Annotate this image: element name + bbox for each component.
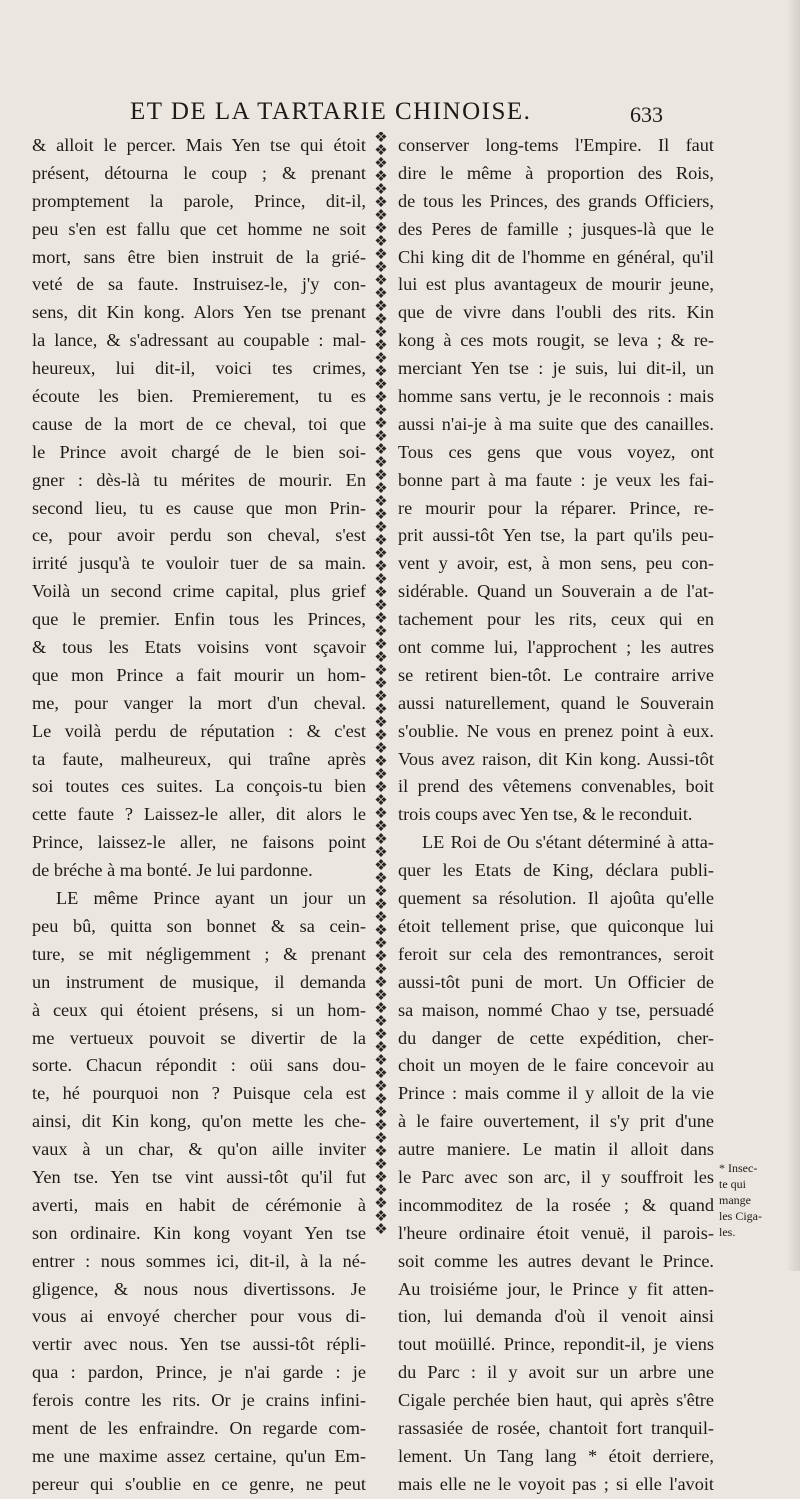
text-line: se retirent bien-tôt. Le contraire arrive bbox=[398, 664, 714, 685]
text-line: lement. Un Tang lang * étoit derriere, bbox=[398, 1445, 714, 1466]
ornament-glyph: ❖ bbox=[374, 1157, 388, 1173]
text-line: re mourir pour la réparer. Prince, re- bbox=[398, 497, 714, 518]
text-line: à ceux qui étoient présens, si un hom- bbox=[32, 999, 366, 1020]
text-line: écoute les bien. Premierement, tu es bbox=[32, 386, 366, 407]
text-line: Tous ces gens que vous voyez, ont bbox=[398, 441, 714, 462]
text-line: trois coups avec Yen tse, & le reconduit. bbox=[398, 804, 693, 825]
ornament-glyph: ❖ bbox=[374, 299, 388, 315]
ornament-glyph: ❖ bbox=[374, 611, 388, 627]
text-line: choit un moyen de le faire concevoir au bbox=[398, 1055, 714, 1076]
ornament-glyph: ❖ bbox=[374, 494, 388, 510]
ornament-glyph: ❖ bbox=[374, 715, 388, 731]
text-line: irrité jusqu'à te vouloir tuer de sa main. bbox=[32, 553, 366, 574]
ornament-glyph: ❖ bbox=[374, 286, 388, 302]
ornament-glyph: ❖ bbox=[374, 767, 388, 783]
text-line: tachement pour les rits, ceux qui en bbox=[398, 609, 714, 630]
ornament-glyph: ❖ bbox=[374, 585, 388, 601]
text-line: la lance, & s'adressant au coupable : mal- bbox=[32, 330, 366, 351]
ornament-glyph: ❖ bbox=[374, 689, 388, 705]
text-line: étoit tellement prise, que quiconque lui bbox=[398, 915, 714, 936]
text-line: LE Roi de Ou s'étant déterminé à atta- bbox=[422, 832, 714, 853]
text-line: ce, pour avoir perdu son cheval, s'est bbox=[32, 525, 366, 546]
ornament-glyph: ❖ bbox=[374, 676, 388, 692]
ornament-glyph: ❖ bbox=[374, 390, 388, 406]
text-line: peu bû, quitta son bonnet & sa cein- bbox=[32, 915, 366, 936]
ornament-glyph: ❖ bbox=[374, 1118, 388, 1134]
ornament-glyph: ❖ bbox=[374, 533, 388, 549]
text-line: vertir avec nous. Yen tse aussi-tôt répli- bbox=[32, 1334, 366, 1355]
ornament-glyph: ❖ bbox=[374, 819, 388, 835]
ornament-glyph: ❖ bbox=[374, 143, 388, 159]
text-line: quer les Etats de King, déclara publi- bbox=[398, 860, 714, 881]
text-line: vaux à un char, & qu'on aille inviter bbox=[32, 1139, 366, 1160]
text-line: quement sa résolution. Il ajoûta qu'elle bbox=[398, 888, 714, 909]
ornament-glyph: ❖ bbox=[374, 793, 388, 809]
text-line: vous ai envoyé chercher pour vous di- bbox=[32, 1306, 366, 1327]
text-line: Vous avez raison, dit Kin kong. Aussi-tôt bbox=[398, 748, 714, 769]
text-line: peu s'en est fallu que cet homme ne soit bbox=[32, 218, 366, 239]
ornament-glyph: ❖ bbox=[374, 312, 388, 328]
text-line: mort, sans être bien instruit de la grié- bbox=[32, 246, 366, 267]
ornament-glyph: ❖ bbox=[374, 182, 388, 198]
ornament-glyph: ❖ bbox=[374, 507, 388, 523]
text-line: aussi-tôt puni de mort. Un Officier de bbox=[398, 971, 714, 992]
text-line: ture, se mit négligemment ; & prenant bbox=[32, 943, 366, 964]
text-line: Au troisiéme jour, le Prince y fit atten- bbox=[398, 1278, 714, 1299]
text-line: du danger de cette expédition, cher- bbox=[398, 1027, 714, 1048]
ornament-glyph: ❖ bbox=[374, 169, 388, 185]
ornament-glyph: ❖ bbox=[374, 416, 388, 432]
text-line: ment de les enfraindre. On regarde com- bbox=[32, 1417, 366, 1438]
text-line: rassasiée de rosée, chantoit fort tranquil- bbox=[398, 1417, 714, 1438]
text-line: entrer : nous sommes ici, dit-il, à la né- bbox=[32, 1250, 366, 1271]
text-line: présent, détourna le coup ; & prenant bbox=[32, 162, 366, 183]
margin-note-line: te qui bbox=[719, 1177, 746, 1191]
ornament-glyph: ❖ bbox=[374, 754, 388, 770]
ornament-glyph: ❖ bbox=[374, 1066, 388, 1082]
text-line: sorte. Chacun répondit : oüi sans dou- bbox=[32, 1055, 366, 1076]
text-line: veté de sa faute. Instruisez-le, j'y con- bbox=[32, 274, 366, 295]
ornament-glyph: ❖ bbox=[374, 1001, 388, 1017]
text-line: mais elle ne le voyoit pas ; si elle l'avoit bbox=[398, 1473, 714, 1494]
ornament-glyph: ❖ bbox=[374, 884, 388, 900]
ornament-glyph: ❖ bbox=[374, 455, 388, 471]
text-line: feroit sur cela des remontrances, seroit bbox=[398, 943, 714, 964]
text-line: heureux, lui dit-il, voici tes crimes, bbox=[32, 358, 366, 379]
ornament-glyph: ❖ bbox=[374, 858, 388, 874]
text-line: Prince, laissez-le aller, ne faisons point bbox=[32, 832, 366, 853]
margin-note-line: les. bbox=[719, 1225, 736, 1239]
text-line: son ordinaire. Kin kong voyant Yen tse bbox=[32, 1222, 366, 1243]
ornament-glyph: ❖ bbox=[374, 1014, 388, 1030]
text-line: vent y avoir, est, à mon sens, peu con- bbox=[398, 553, 714, 574]
text-line: que le premier. Enfin tous les Princes, bbox=[32, 609, 366, 630]
ornament-glyph: ❖ bbox=[374, 1131, 388, 1147]
ornament-glyph: ❖ bbox=[374, 741, 388, 757]
ornament-glyph: ❖ bbox=[374, 624, 388, 640]
text-line: sa maison, nommé Chao y tse, persuadé bbox=[398, 999, 714, 1020]
text-line: LE même Prince ayant un jour un bbox=[56, 888, 366, 909]
text-line: l'heure ordinaire étoit venuë, il parois- bbox=[398, 1222, 714, 1243]
text-line: des Peres de famille ; jusques-là que le bbox=[398, 218, 714, 239]
ornament-glyph: ❖ bbox=[374, 910, 388, 926]
text-line: du Parc : il y avoit sur un arbre une bbox=[398, 1362, 714, 1383]
text-line: à le faire ouvertement, il s'y prit d'une bbox=[398, 1111, 714, 1132]
text-line: le Prince avoit chargé de le bien soi- bbox=[32, 441, 366, 462]
text-line: aussi n'ai-je à ma suite que des canailles. bbox=[398, 413, 714, 434]
text-line: bonne part à ma faute : je veux les fai- bbox=[398, 469, 714, 490]
ornament-glyph: ❖ bbox=[374, 871, 388, 887]
text-line: qua : pardon, Prince, je n'ai garde : je bbox=[32, 1362, 366, 1383]
page-number: 633 bbox=[630, 102, 663, 127]
ornament-glyph: ❖ bbox=[374, 481, 388, 497]
ornament-glyph: ❖ bbox=[374, 1027, 388, 1043]
ornament-glyph: ❖ bbox=[374, 1209, 388, 1225]
text-line: que de vivre dans l'oubli des rits. Kin bbox=[398, 302, 714, 323]
ornament-glyph: ❖ bbox=[374, 1053, 388, 1069]
text-line: de tous les Princes, des grands Officiers, bbox=[398, 190, 714, 211]
ornament-glyph: ❖ bbox=[374, 403, 388, 419]
text-line: tout moüillé. Prince, repondit-il, je viens bbox=[398, 1334, 714, 1355]
ornament-glyph: ❖ bbox=[374, 273, 388, 289]
ornament-glyph: ❖ bbox=[374, 598, 388, 614]
ornament-glyph: ❖ bbox=[374, 975, 388, 991]
text-line: ont comme lui, l'approchent ; les autres bbox=[398, 637, 714, 658]
text-line: dire le même à proportion des Rois, bbox=[398, 162, 714, 183]
ornament-glyph: ❖ bbox=[374, 572, 388, 588]
text-line: Le voilà perdu de réputation : & c'est bbox=[32, 720, 366, 741]
margin-note-line: * Insec- bbox=[719, 1161, 758, 1175]
ornament-glyph: ❖ bbox=[374, 845, 388, 861]
ornament-glyph: ❖ bbox=[374, 832, 388, 848]
text-line: lui est plus avantageux de mourir jeune, bbox=[398, 274, 714, 295]
ornament-glyph: ❖ bbox=[374, 1183, 388, 1199]
text-line: un instrument de musique, il demanda bbox=[32, 971, 366, 992]
text-line: ta faute, malheureux, qui traîne après bbox=[32, 748, 366, 769]
ornament-glyph: ❖ bbox=[374, 1040, 388, 1056]
text-line: sidérable. Quand un Souverain a de l'at- bbox=[398, 581, 714, 602]
text-line: ainsi, dit Kin kong, qu'on mette les che- bbox=[32, 1111, 366, 1132]
text-line: te, hé pourquoi non ? Puisque cela est bbox=[32, 1083, 366, 1104]
ornament-glyph: ❖ bbox=[374, 962, 388, 978]
text-line: sens, dit Kin kong. Alors Yen tse prenant bbox=[32, 302, 366, 323]
text-line: Chi king dit de l'homme en général, qu'il bbox=[398, 246, 714, 267]
text-line: & tous les Etats voisins vont sçavoir bbox=[32, 637, 366, 658]
ornament-glyph: ❖ bbox=[374, 351, 388, 367]
text-line: ferois contre les rits. Or je crains infini- bbox=[32, 1390, 366, 1411]
text-line: merciant Yen tse : je suis, lui dit-il, un bbox=[398, 358, 714, 379]
text-line: conserver long-tems l'Empire. Il faut bbox=[398, 135, 714, 155]
ornament-glyph: ❖ bbox=[374, 663, 388, 679]
text-line: Yen tse. Yen tse vint aussi-tôt qu'il fut bbox=[32, 1166, 366, 1187]
text-line: soi toutes ces suites. La conçois-tu bien bbox=[32, 776, 366, 797]
ornament-glyph: ❖ bbox=[374, 325, 388, 341]
text-line: de bréche à ma bonté. Je lui pardonne. bbox=[32, 860, 313, 881]
ornament-glyph: ❖ bbox=[374, 221, 388, 237]
ornament-glyph: ❖ bbox=[374, 988, 388, 1004]
text-line: me une maxime assez certaine, qu'un Em- bbox=[32, 1445, 366, 1466]
ornament-glyph: ❖ bbox=[374, 1222, 388, 1238]
text-line: aussi naturellement, quand le Souverain bbox=[398, 692, 714, 713]
text-line: cause de la mort de ce cheval, toi que bbox=[32, 413, 366, 434]
ornament-glyph: ❖ bbox=[374, 364, 388, 380]
ornament-glyph: ❖ bbox=[374, 806, 388, 822]
ornament-glyph: ❖ bbox=[374, 1079, 388, 1095]
text-line: gner : dès-là tu mérites de mourir. En bbox=[32, 469, 366, 490]
margin-note-line: les Ciga- bbox=[719, 1209, 762, 1223]
ornament-glyph: ❖ bbox=[374, 1105, 388, 1121]
ornament-glyph: ❖ bbox=[374, 702, 388, 718]
text-line: kong à ces mots rougit, se leva ; & re- bbox=[398, 330, 714, 351]
ornament-glyph: ❖ bbox=[374, 650, 388, 666]
text-line: le Parc avec son arc, il y souffroit les bbox=[398, 1166, 714, 1187]
ornament-glyph: ❖ bbox=[374, 728, 388, 744]
ornament-glyph: ❖ bbox=[374, 936, 388, 952]
column-separator-ornament bbox=[368, 132, 394, 1247]
text-line: Cigale perchée bien haut, qui après s'être bbox=[398, 1390, 714, 1411]
ornament-glyph: ❖ bbox=[374, 132, 388, 146]
text-line: homme sans vertu, je le reconnois : mais bbox=[398, 386, 714, 407]
ornament-glyph: ❖ bbox=[374, 923, 388, 939]
margin-note-line: mange bbox=[719, 1193, 751, 1207]
ornament-glyph: ❖ bbox=[374, 546, 388, 562]
text-line: cette faute ? Laissez-le aller, dit alors le bbox=[32, 804, 366, 825]
text-line: prit aussi-tôt Yen tse, la part qu'ils peu- bbox=[398, 525, 714, 546]
ornament-glyph: ❖ bbox=[374, 1170, 388, 1186]
ornament-glyph: ❖ bbox=[374, 429, 388, 445]
ornament-glyph: ❖ bbox=[374, 1144, 388, 1160]
running-header: ET DE LA TARTARIE CHINOISE. bbox=[130, 98, 532, 125]
text-line: s'oublie. Ne vous en prenez point à eux. bbox=[398, 720, 714, 741]
page-edge-shadow bbox=[786, 0, 800, 1271]
ornament-glyph: ❖ bbox=[374, 195, 388, 211]
ornament-glyph: ❖ bbox=[374, 897, 388, 913]
text-line: & alloit le percer. Mais Yen tse qui étoit bbox=[32, 135, 366, 155]
text-line: averti, mais en habit de cérémonie à bbox=[32, 1194, 366, 1215]
ornament-glyph: ❖ bbox=[374, 559, 388, 575]
text-line: gligence, & nous nous divertissons. Je bbox=[32, 1278, 366, 1299]
right-text-column bbox=[398, 132, 714, 1499]
ornament-glyph: ❖ bbox=[374, 260, 388, 276]
text-line: promptement la parole, Prince, dit-il, bbox=[32, 190, 366, 211]
text-line: me vertueux pouvoit se divertir de la bbox=[32, 1027, 366, 1048]
ornament-glyph: ❖ bbox=[374, 949, 388, 965]
text-line: que mon Prince a fait mourir un hom- bbox=[32, 664, 366, 685]
left-text-column bbox=[32, 132, 366, 1499]
text-line: pereur qui s'oublie en ce genre, ne peut bbox=[32, 1473, 366, 1494]
ornament-glyph: ❖ bbox=[374, 1092, 388, 1108]
text-line: second lieu, tu es cause que mon Prin- bbox=[32, 497, 366, 518]
margin-note bbox=[719, 1160, 789, 1240]
ornament-glyph: ❖ bbox=[374, 1196, 388, 1212]
text-line: il prend des vêtemens convenables, boit bbox=[398, 776, 714, 797]
text-line: Voilà un second crime capital, plus grief bbox=[32, 581, 366, 602]
ornament-glyph: ❖ bbox=[374, 377, 388, 393]
ornament-glyph: ❖ bbox=[374, 208, 388, 224]
ornament-glyph: ❖ bbox=[374, 247, 388, 263]
ornament-glyph: ❖ bbox=[374, 338, 388, 354]
text-line: soit comme les autres devant le Prince. bbox=[398, 1250, 714, 1271]
text-line: tion, lui demanda d'où il venoit ainsi bbox=[398, 1306, 714, 1327]
ornament-glyph: ❖ bbox=[374, 156, 388, 172]
ornament-glyph: ❖ bbox=[374, 520, 388, 536]
ornament-glyph: ❖ bbox=[374, 234, 388, 250]
text-line: incommoditez de la rosée ; & quand bbox=[398, 1194, 714, 1215]
text-line: me, pour vanger la mort d'un cheval. bbox=[32, 692, 366, 713]
text-line: Prince : mais comme il y alloit de la vie bbox=[398, 1083, 714, 1104]
ornament-glyph: ❖ bbox=[374, 442, 388, 458]
text-line: autre maniere. Le matin il alloit dans bbox=[398, 1139, 714, 1160]
ornament-glyph: ❖ bbox=[374, 637, 388, 653]
ornament-glyph: ❖ bbox=[374, 468, 388, 484]
ornament-glyph: ❖ bbox=[374, 780, 388, 796]
